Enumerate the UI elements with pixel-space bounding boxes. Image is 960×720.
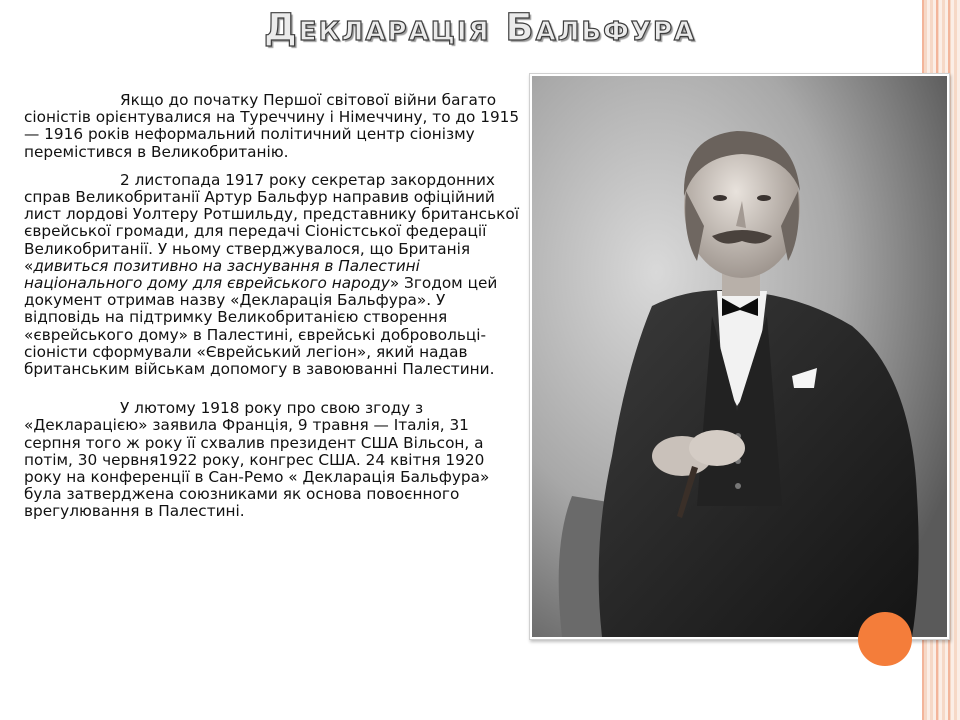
slide-body-text [24, 92, 524, 532]
paragraph-text: » Згодом цей документ отримав назву «Декларація Бальфура». У відповідь на підтримку Великобританією створення «єврейського дому» в Палестині, єврейські добровольці-сіоністи сформували «Єврейський легіон», який надав британським військам допомогу в завоюванні Палестини. [24, 274, 498, 379]
decorative-circle [858, 612, 912, 666]
portrait-photo [529, 73, 950, 640]
paragraph-text: У лютому 1918 року про свою згоду з «Декларацією» заявила Франція, 9 травня — Італія, 31 серпня того ж року її схвалив президент США Вільсон, а потім, 30 червня1922 року, конгрес США. 24 квітня 1920 року на конференції в Сан-Ремо « Декларація Бальфура» була затверджена союзниками як основа повоєнного врегулювання в Палестині. [24, 399, 490, 521]
quote-italic-text: дивиться позитивно на заснування в Палестині національного дому для єврейського народу [24, 256, 420, 293]
slide-title: Декларація Бальфура [263, 6, 697, 49]
portrait-illustration [532, 76, 947, 637]
paragraph-text: 2 листопада 1917 року секретар закордонних справ Великобританії Артур Бальфур направив офіційний лист лордові Уолтеру Ротшильду, представнику британської єврейської громади, для передачі Сіоністської федерації Великобританії. У ньому стверджувалося, що Британія « [24, 170, 519, 275]
paragraph-2 [24, 172, 524, 378]
paragraph-1 [24, 92, 524, 161]
paragraph-text: Якщо до початку Першої світової війни багато сіоністів орієнтувалися на Туреччину і Німеччину, то до 1915 — 1916 років неформальний політичний центр сіонізму перемістився в Великобританію. [24, 91, 520, 161]
paragraph-3 [24, 400, 524, 520]
